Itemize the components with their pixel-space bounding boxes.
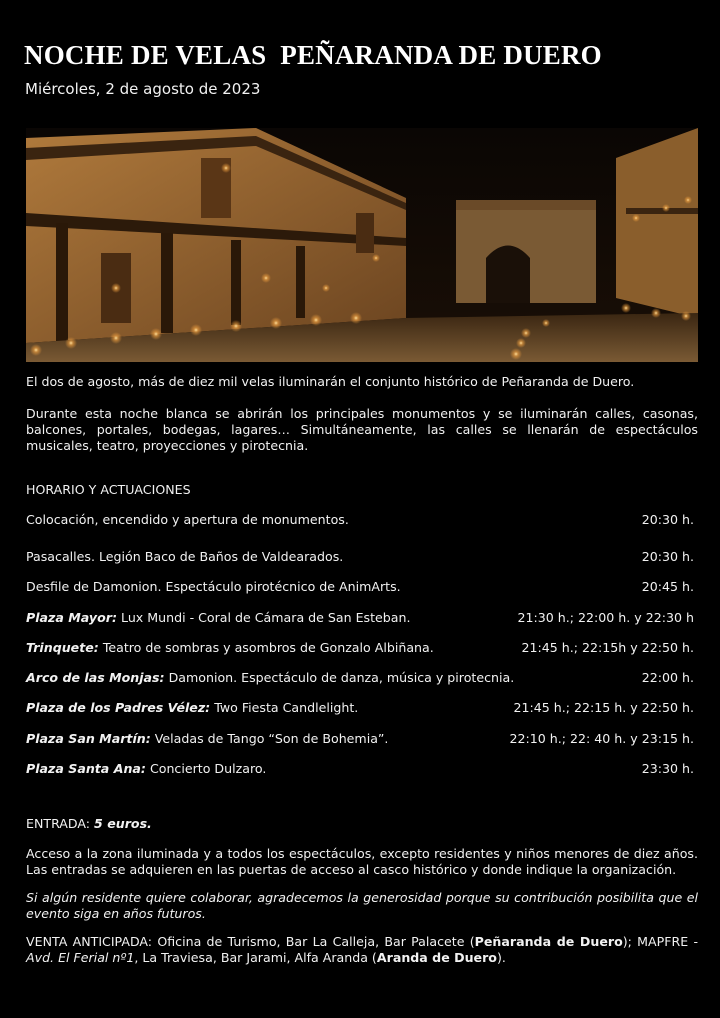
advance-sale-town-1: Peñaranda de Duero xyxy=(474,934,623,949)
schedule-place: Trinquete: xyxy=(26,640,99,655)
entrada-line xyxy=(26,816,698,832)
schedule-activity xyxy=(26,549,343,565)
schedule-place: Plaza de los Padres Vélez: xyxy=(26,700,211,715)
schedule-description: Two Fiesta Candlelight. xyxy=(210,700,359,715)
schedule-activity xyxy=(26,610,411,626)
schedule-activity xyxy=(26,761,266,777)
night-street-photo xyxy=(26,128,698,362)
schedule-time: 21:45 h.; 22:15h y 22:50 h. xyxy=(521,640,694,655)
advance-sale-text-4: ). xyxy=(496,950,506,965)
schedule-place: Plaza Santa Ana: xyxy=(26,761,146,776)
schedule-time: 22:10 h.; 22: 40 h. y 23:15 h. xyxy=(509,731,694,746)
advance-sale-text-1: VENTA ANTICIPADA: Oficina de Turismo, Bar La Calleja, Bar Palacete ( xyxy=(26,934,475,949)
intro-paragraph-1: El dos de agosto, más de diez mil velas iluminarán el conjunto histórico de Peñaranda de Duero. xyxy=(26,374,635,389)
schedule-description: Veladas de Tango “Son de Bohemia”. xyxy=(150,731,389,746)
schedule-description: Concierto Dulzaro. xyxy=(145,761,267,776)
schedule-description: Pasacalles. Legión Baco de Baños de Valdearados. xyxy=(26,549,344,564)
advance-sale-text-2: ); MAPFRE - xyxy=(622,934,699,949)
event-date: Miércoles, 2 de agosto de 2023 xyxy=(25,80,261,98)
schedule-description: Desfile de Damonion. Espectáculo pirotécnico de AnimArts. xyxy=(26,579,401,594)
advance-sale xyxy=(26,934,698,966)
schedule-place: Plaza Mayor: xyxy=(26,610,118,625)
schedule-description: Colocación, encendido y apertura de monumentos. xyxy=(26,512,349,527)
schedule-description: Teatro de sombras y asombros de Gonzalo Albiñana. xyxy=(98,640,434,655)
schedule-time: 21:30 h.; 22:00 h. y 22:30 h xyxy=(517,610,694,625)
schedule-heading: HORARIO Y ACTUACIONES xyxy=(26,482,191,497)
schedule-activity xyxy=(26,670,514,686)
schedule-activity xyxy=(26,640,434,656)
advance-sale-address: Avd. El Ferial nº1 xyxy=(26,950,135,965)
intro-paragraph-2: Durante esta noche blanca se abrirán los principales monumentos y se iluminarán calles, casonas, balcones, portales, bodegas, lagares… Simultáneamente, las calles se llenarán de espectáculos musicales, teatro, proyecciones y pirotecnia. xyxy=(26,406,698,453)
page-title: NOCHE DE VELAS PEÑARANDA DE DUERO xyxy=(24,40,602,70)
schedule-place: Arco de las Monjas: xyxy=(26,670,165,685)
schedule-activity xyxy=(26,579,401,595)
entrada-label: ENTRADA: xyxy=(26,816,95,831)
advance-sale-town-2: Aranda de Duero xyxy=(376,950,497,965)
entrada-paragraph: Acceso a la zona iluminada y a todos los espectáculos, excepto residentes y niños menores de diez años. Las entradas se adquieren en las puertas de acceso al casco histórico y donde indique la organización. xyxy=(26,846,698,877)
schedule-time: 22:00 h. xyxy=(641,670,694,685)
residents-note: Si algún residente quiere colaborar, agradecemos la generosidad porque su contribución posibilita que el evento siga en años futuros. xyxy=(26,890,698,921)
schedule-time: 20:30 h. xyxy=(641,549,694,564)
schedule-place: Plaza San Martín: xyxy=(26,731,151,746)
entrada-price: 5 euros. xyxy=(94,816,152,831)
schedule-activity xyxy=(26,731,388,747)
schedule-time: 21:45 h.; 22:15 h. y 22:50 h. xyxy=(513,700,694,715)
schedule-activity xyxy=(26,512,349,528)
schedule-description: Damonion. Espectáculo de danza, música y pirotecnia. xyxy=(164,670,515,685)
schedule-activity xyxy=(26,700,358,716)
schedule-description: Lux Mundi - Coral de Cámara de San Esteban. xyxy=(117,610,411,625)
schedule-time: 20:45 h. xyxy=(641,579,694,594)
schedule-time: 23:30 h. xyxy=(641,761,694,776)
schedule-time: 20:30 h. xyxy=(641,512,694,527)
advance-sale-text-3: , La Traviesa, Bar Jarami, Alfa Aranda ( xyxy=(134,950,377,965)
